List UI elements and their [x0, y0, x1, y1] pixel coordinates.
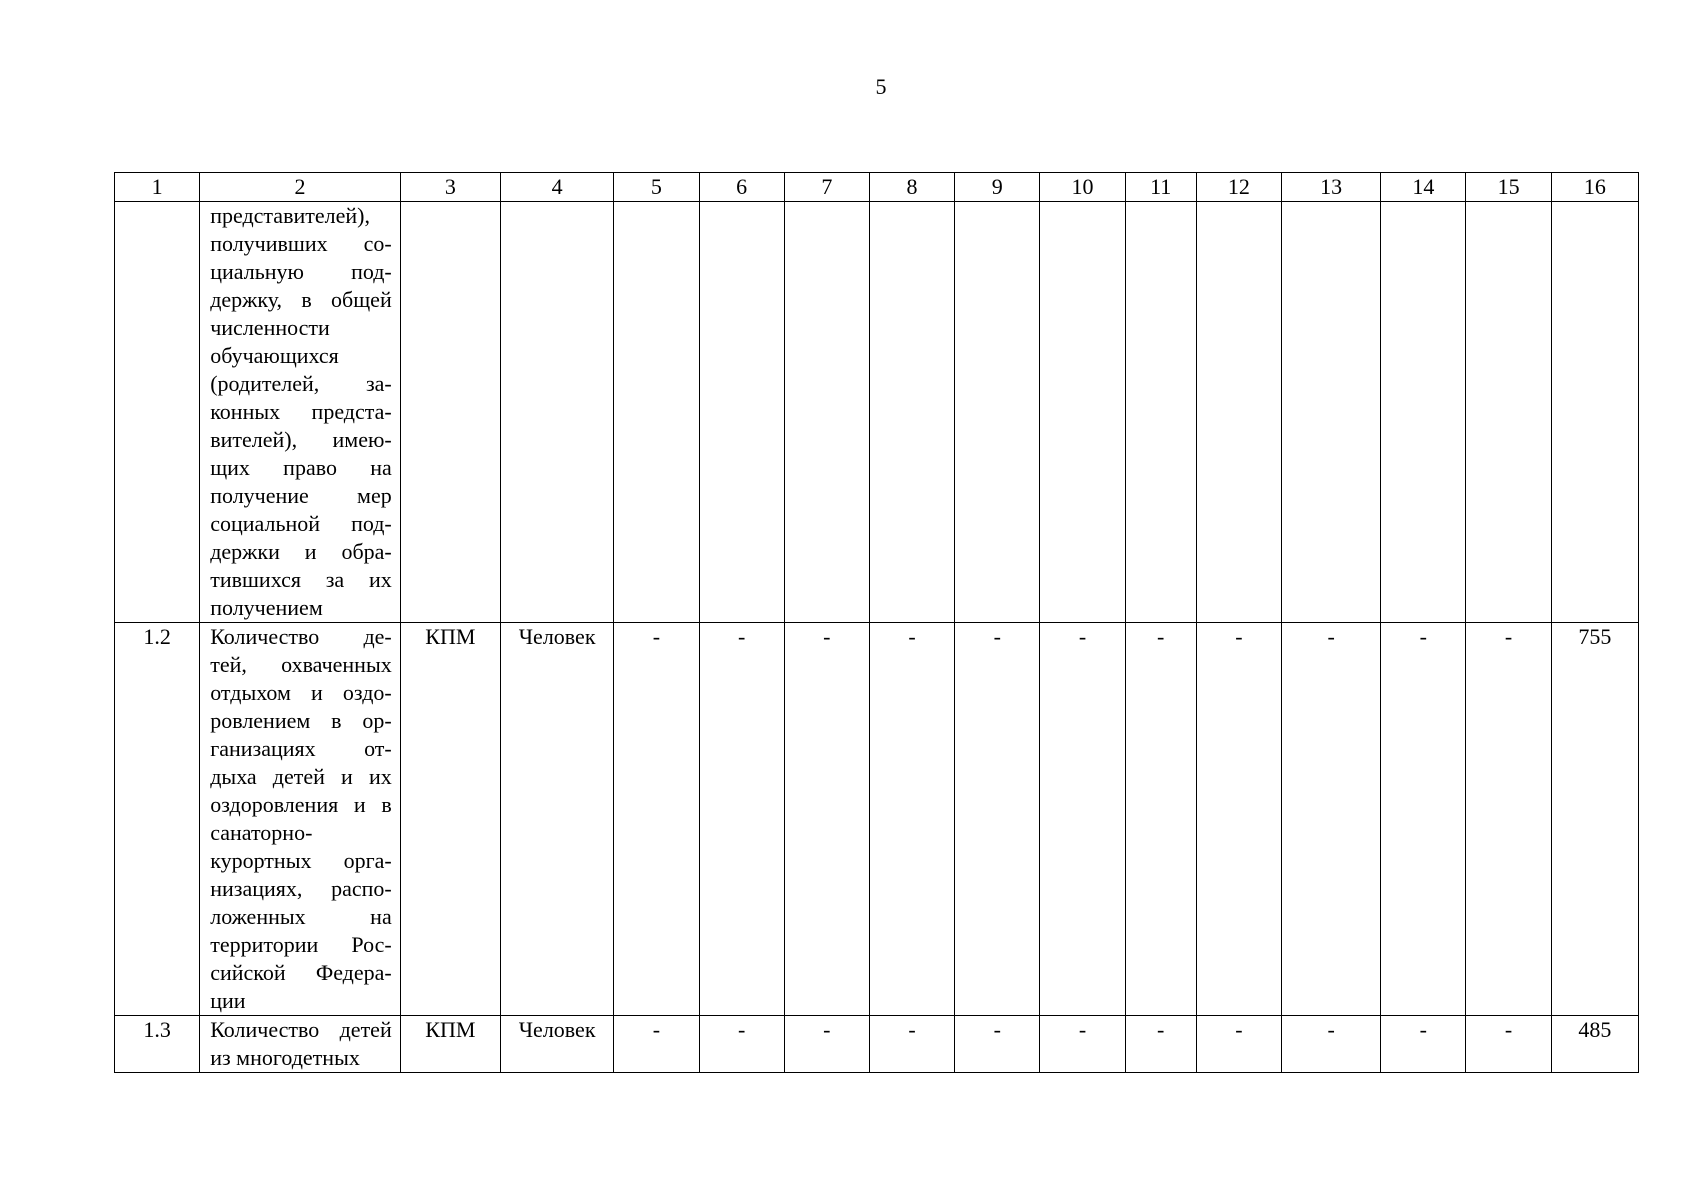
page-number: 5 — [875, 74, 887, 99]
description-line: ции — [210, 988, 246, 1013]
value-cell — [1466, 202, 1551, 623]
program-cell — [400, 202, 500, 623]
description-line: низациях, распо- — [210, 876, 392, 901]
unit-cell: Человек — [500, 1016, 613, 1073]
description-line: тившихся за их — [210, 567, 392, 592]
description-line: циальную под- — [210, 259, 392, 284]
value-cell: - — [784, 1016, 869, 1073]
value-cell — [1381, 202, 1466, 623]
description-line: социальной под- — [210, 511, 392, 536]
value-cell: - — [1196, 623, 1281, 1016]
value-cell — [614, 202, 699, 623]
value-cell: - — [614, 623, 699, 1016]
description-line: дыха детей и их — [210, 764, 392, 789]
value-cell: - — [1281, 1016, 1380, 1073]
description-line: курортных орга- — [210, 848, 392, 873]
indicator-description-cell — [200, 623, 401, 1016]
value-cell: - — [1466, 623, 1551, 1016]
description-line: отдыхом и оздо- — [210, 680, 392, 705]
description-line: ложенных на — [210, 904, 392, 929]
row-number-cell — [115, 202, 200, 623]
column-header: 2 — [200, 173, 401, 202]
description-line: держку, в общей — [210, 287, 392, 312]
value-cell: 755 — [1551, 623, 1638, 1016]
description-line: из многодетных — [210, 1045, 360, 1070]
table-row — [115, 202, 1639, 623]
description-line: получение мер — [210, 483, 392, 508]
description-line: ровлением в ор- — [210, 708, 392, 733]
column-header: 7 — [784, 173, 869, 202]
indicator-description-cell — [200, 202, 401, 623]
unit-cell: Человек — [500, 623, 613, 1016]
table-row — [115, 1016, 1639, 1073]
description-line: (родителей, за- — [210, 371, 392, 396]
value-cell: - — [869, 1016, 954, 1073]
description-line: сийской Федера- — [210, 960, 392, 985]
description-line: конных предста- — [210, 399, 392, 424]
description-line: территории Рос- — [210, 932, 392, 957]
value-cell: - — [699, 1016, 784, 1073]
description-line: тей, охваченных — [210, 652, 392, 677]
value-cell — [1551, 202, 1638, 623]
column-header: 10 — [1040, 173, 1125, 202]
column-header: 16 — [1551, 173, 1638, 202]
indicator-description-cell — [200, 1016, 401, 1073]
description-line: обучающихся — [210, 343, 339, 368]
description-line: санаторно- — [210, 820, 313, 845]
value-cell: - — [1040, 623, 1125, 1016]
column-header: 14 — [1381, 173, 1466, 202]
value-cell: - — [1040, 1016, 1125, 1073]
value-cell: - — [869, 623, 954, 1016]
program-cell: КПМ — [400, 1016, 500, 1073]
value-cell: - — [1281, 623, 1380, 1016]
value-cell — [784, 202, 869, 623]
value-cell — [699, 202, 784, 623]
column-header: 9 — [955, 173, 1040, 202]
value-cell — [1125, 202, 1196, 623]
value-cell: - — [1466, 1016, 1551, 1073]
column-header: 5 — [614, 173, 699, 202]
description-line: представителей), — [210, 203, 370, 228]
value-cell — [1196, 202, 1281, 623]
description-line: Количество де- — [210, 624, 392, 649]
column-header: 4 — [500, 173, 613, 202]
description-line: вителей), имею- — [210, 427, 392, 452]
description-line: Количество детей — [210, 1017, 392, 1042]
value-cell: - — [1125, 623, 1196, 1016]
column-header: 13 — [1281, 173, 1380, 202]
description-line: оздоровления и в — [210, 792, 392, 817]
value-cell: - — [955, 623, 1040, 1016]
description-line: ганизациях от- — [210, 736, 392, 761]
column-header: 1 — [115, 173, 200, 202]
value-cell: - — [1196, 1016, 1281, 1073]
column-header: 11 — [1125, 173, 1196, 202]
value-cell: - — [1125, 1016, 1196, 1073]
value-cell — [869, 202, 954, 623]
description-line: получивших со- — [210, 231, 392, 256]
description-line: щих право на — [210, 455, 392, 480]
value-cell: 485 — [1551, 1016, 1638, 1073]
value-cell — [1281, 202, 1380, 623]
unit-cell — [500, 202, 613, 623]
description-line: получением — [210, 595, 323, 620]
column-header: 3 — [400, 173, 500, 202]
indicator-table — [114, 172, 1639, 1073]
description-line: численности — [210, 315, 330, 340]
value-cell — [955, 202, 1040, 623]
column-header: 15 — [1466, 173, 1551, 202]
value-cell: - — [1381, 1016, 1466, 1073]
table-row — [115, 623, 1639, 1016]
row-number-cell: 1.3 — [115, 1016, 200, 1073]
program-cell: КПМ — [400, 623, 500, 1016]
column-header: 8 — [869, 173, 954, 202]
table-header-row — [115, 173, 1639, 202]
value-cell: - — [784, 623, 869, 1016]
value-cell: - — [614, 1016, 699, 1073]
value-cell — [1040, 202, 1125, 623]
column-header: 6 — [699, 173, 784, 202]
description-line: держки и обра- — [210, 539, 392, 564]
row-number-cell: 1.2 — [115, 623, 200, 1016]
value-cell: - — [1381, 623, 1466, 1016]
value-cell: - — [699, 623, 784, 1016]
column-header: 12 — [1196, 173, 1281, 202]
value-cell: - — [955, 1016, 1040, 1073]
